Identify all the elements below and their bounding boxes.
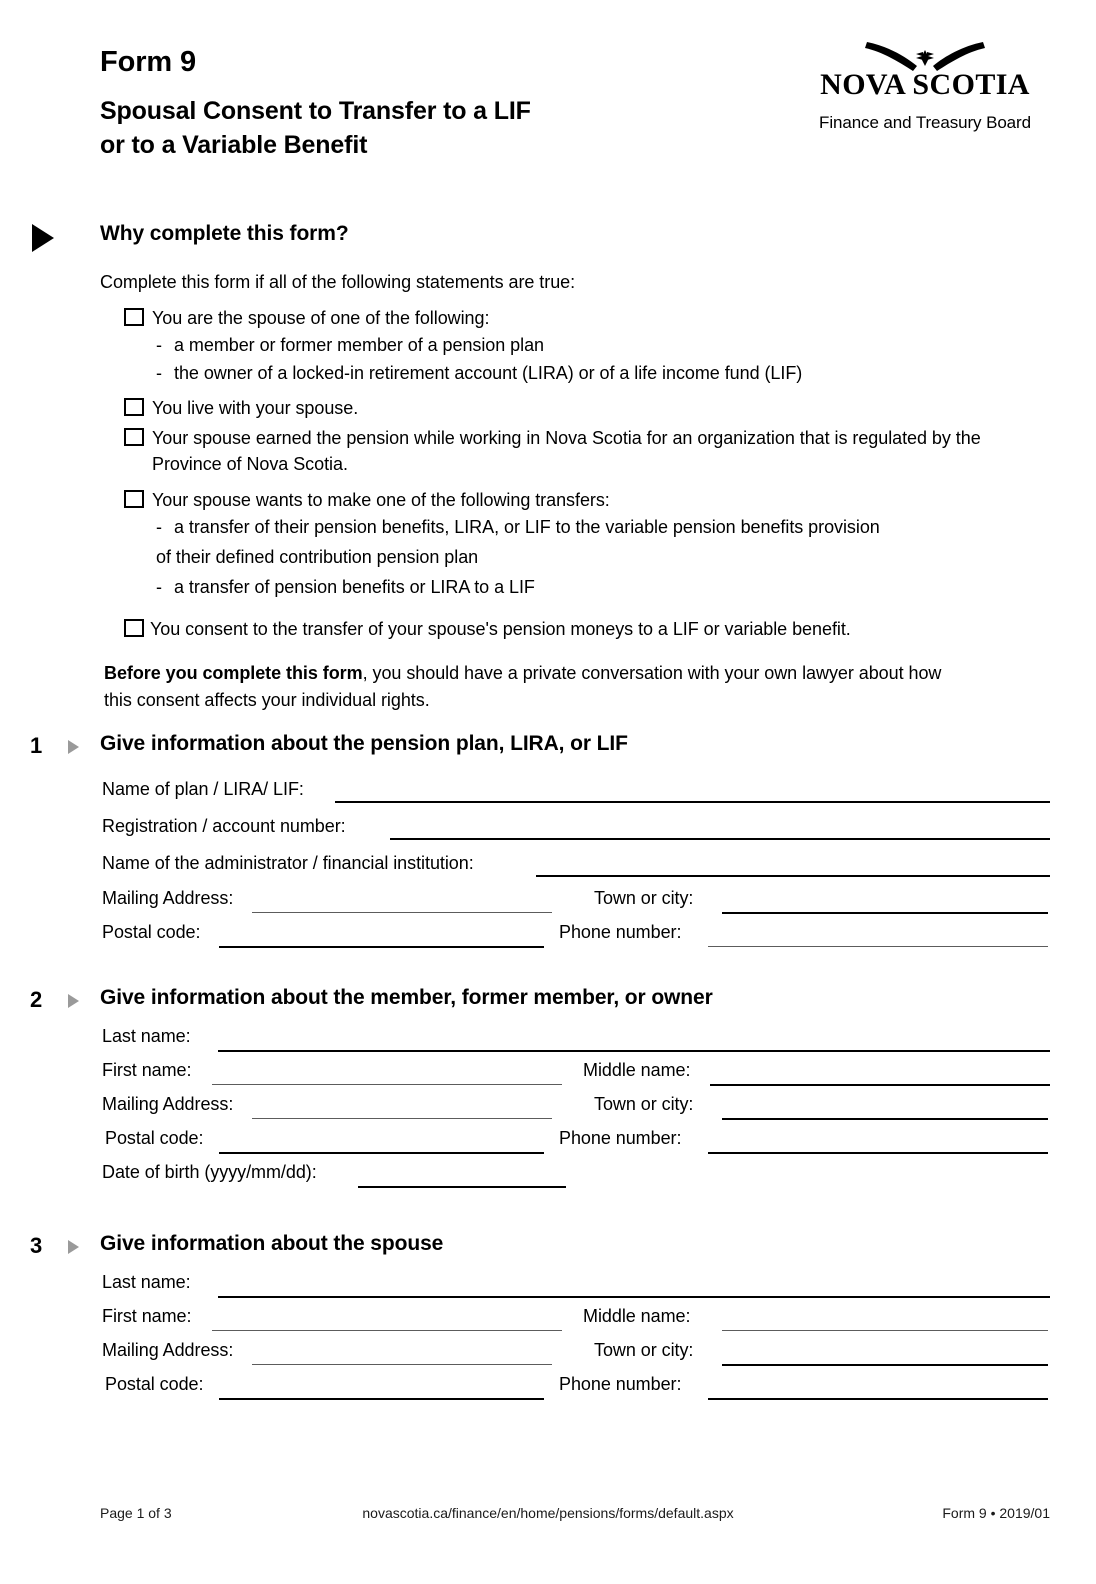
field-row-member-postal-phone[interactable]	[0, 1128, 1096, 1158]
sub-item-lira-owner: - the owner of a locked-in retirement account (LIRA) or of a life income fund (LIF)	[156, 363, 803, 383]
footer-page-number: Page 1 of 3	[100, 1505, 172, 1521]
dash-bullet-icon: -	[156, 577, 162, 597]
label-spouse-first-name: First name:	[102, 1306, 192, 1326]
label-plan-town: Town or city:	[594, 888, 694, 908]
dash-bullet-icon: -	[156, 517, 162, 537]
checkbox-row-earned-pension[interactable]	[124, 426, 1054, 477]
label-spouse-postal-code: Postal code:	[105, 1374, 204, 1394]
input-member-first-name[interactable]	[212, 1084, 562, 1085]
input-plan-town[interactable]	[722, 912, 1048, 914]
checkbox-label-earned-pension: Your spouse earned the pension while working in Nova Scotia for an organization that is regulated by the Province of Nova Scotia.	[152, 428, 981, 474]
input-member-mailing-address[interactable]	[252, 1118, 552, 1119]
section-3-heading: Give information about the spouse	[100, 1232, 444, 1255]
section-3-arrow-icon	[68, 1240, 79, 1254]
field-row-spouse-postal-phone[interactable]	[0, 1374, 1096, 1404]
label-spouse-mailing-address: Mailing Address:	[102, 1340, 234, 1360]
field-row-member-last-name[interactable]	[0, 1026, 1096, 1056]
input-member-middle-name[interactable]	[710, 1084, 1050, 1086]
form-title-line-1: Spousal Consent to Transfer to a LIF	[100, 97, 531, 126]
input-spouse-last-name[interactable]	[218, 1296, 1050, 1298]
dash-bullet-icon: -	[156, 335, 162, 355]
field-row-spouse-first-middle[interactable]	[0, 1306, 1096, 1336]
input-spouse-first-name[interactable]	[212, 1330, 562, 1331]
osprey-icon	[800, 40, 1050, 74]
label-member-mailing-address: Mailing Address:	[102, 1094, 234, 1114]
form-title	[100, 95, 740, 163]
checkbox-earned-pension[interactable]	[124, 428, 144, 446]
input-spouse-postal-code[interactable]	[219, 1398, 544, 1400]
input-member-date-of-birth[interactable]	[358, 1186, 566, 1188]
form-title-line-2: or to a Variable Benefit	[100, 131, 368, 160]
input-plan-mailing-address[interactable]	[252, 912, 552, 913]
dash-bullet-icon: -	[156, 363, 162, 383]
label-member-middle-name: Middle name:	[583, 1060, 691, 1080]
field-row-spouse-address[interactable]	[0, 1340, 1096, 1370]
checkbox-row-spouse-of[interactable]	[124, 306, 1024, 332]
page-header	[0, 0, 1096, 195]
label-spouse-town: Town or city:	[594, 1340, 694, 1360]
sub-item-transfer-continuation: of their defined contribution pension plan	[156, 547, 479, 567]
section-2-number: 2	[30, 987, 43, 1012]
field-row-member-first-middle[interactable]	[0, 1060, 1096, 1090]
section-2-arrow-icon	[68, 994, 79, 1008]
label-plan-mailing-address: Mailing Address:	[102, 888, 234, 908]
label-plan-phone: Phone number:	[559, 922, 682, 942]
checkbox-spouse-of[interactable]	[124, 308, 144, 326]
checkbox-consent[interactable]	[124, 619, 144, 637]
checkbox-wants-transfer[interactable]	[124, 490, 144, 508]
field-row-plan-address[interactable]	[0, 888, 1096, 918]
input-member-last-name[interactable]	[218, 1050, 1050, 1052]
checkbox-label-consent: You consent to the transfer of your spouse's pension moneys to a LIF or variable benefit.	[150, 619, 851, 639]
field-row-member-address[interactable]	[0, 1094, 1096, 1124]
label-plan-name: Name of plan / LIRA/ LIF:	[102, 779, 304, 799]
input-spouse-middle-name[interactable]	[722, 1330, 1048, 1331]
logo-department: Finance and Treasury Board	[819, 113, 1031, 132]
input-member-postal-code[interactable]	[219, 1152, 544, 1154]
label-member-phone: Phone number:	[559, 1128, 682, 1148]
advice-paragraph	[104, 661, 1034, 687]
why-section-heading: Why complete this form?	[100, 222, 349, 245]
field-row-plan-name[interactable]	[0, 779, 1096, 809]
field-row-registration-number[interactable]	[0, 816, 1096, 846]
checkbox-row-wants-transfer[interactable]	[124, 488, 1024, 514]
input-member-town[interactable]	[722, 1118, 1048, 1120]
label-member-town: Town or city:	[594, 1094, 694, 1114]
sub-item-member: - a member or former member of a pension plan	[156, 335, 545, 355]
section-1-arrow-icon	[68, 740, 79, 754]
checkbox-label-live-with-spouse: You live with your spouse.	[152, 398, 359, 418]
input-administrator[interactable]	[536, 875, 1050, 877]
checkbox-label-spouse-of: You are the spouse of one of the following:	[152, 308, 490, 328]
why-intro-text: Complete this form if all of the following statements are true:	[100, 272, 576, 292]
logo-wordmark: NOVA SCOTIA	[820, 68, 1030, 101]
checkbox-row-live-with-spouse[interactable]	[124, 396, 1024, 422]
sub-item-transfer-lif: - a transfer of pension benefits or LIRA to a LIF	[156, 577, 535, 597]
checkbox-label-wants-transfer: Your spouse wants to make one of the following transfers:	[152, 490, 610, 510]
label-registration-number: Registration / account number:	[102, 816, 346, 836]
advice-rest-text: , you should have a private conversation with your own lawyer about how	[362, 663, 942, 683]
label-spouse-middle-name: Middle name:	[583, 1306, 691, 1326]
input-registration-number[interactable]	[390, 838, 1050, 840]
section-3-number: 3	[30, 1233, 43, 1258]
field-row-administrator[interactable]	[0, 853, 1096, 883]
advice-bold-text: Before you complete this form	[104, 663, 363, 683]
section-1-number: 1	[30, 733, 43, 758]
page-footer	[0, 1505, 1096, 1535]
section-2-heading: Give information about the member, former member, or owner	[100, 986, 713, 1009]
label-member-first-name: First name:	[102, 1060, 192, 1080]
nova-scotia-logo	[800, 40, 1050, 133]
input-member-phone[interactable]	[708, 1152, 1048, 1154]
label-administrator: Name of the administrator / financial institution:	[102, 853, 474, 873]
label-plan-postal-code: Postal code:	[102, 922, 201, 942]
label-spouse-last-name: Last name:	[102, 1272, 191, 1292]
label-member-last-name: Last name:	[102, 1026, 191, 1046]
section-arrow-icon	[32, 224, 54, 252]
field-row-plan-postal-phone[interactable]	[0, 922, 1096, 952]
footer-form-version: Form 9 • 2019/01	[942, 1505, 1050, 1521]
sub-item-transfer-variable: - a transfer of their pension benefits, LIRA, or LIF to the variable pension benefits provision	[156, 517, 880, 537]
field-row-spouse-last-name[interactable]	[0, 1272, 1096, 1302]
field-row-member-dob[interactable]	[0, 1162, 1096, 1192]
input-spouse-mailing-address[interactable]	[252, 1364, 552, 1365]
checkbox-live-with-spouse[interactable]	[124, 398, 144, 416]
input-plan-postal-code[interactable]	[219, 946, 544, 948]
section-1-heading: Give information about the pension plan, LIRA, or LIF	[100, 732, 628, 755]
input-spouse-town[interactable]	[722, 1364, 1048, 1366]
footer-url: novascotia.ca/finance/en/home/pensions/forms/default.aspx	[362, 1505, 734, 1521]
advice-paragraph-line-2: this consent affects your individual rights.	[104, 690, 430, 710]
title-block	[100, 46, 740, 163]
label-member-date-of-birth: Date of birth (yyyy/mm/dd):	[102, 1162, 317, 1182]
label-member-postal-code: Postal code:	[105, 1128, 204, 1148]
input-spouse-phone[interactable]	[708, 1398, 1048, 1400]
input-plan-phone[interactable]	[708, 946, 1048, 947]
form-number: Form 9	[100, 46, 197, 78]
checkbox-row-consent[interactable]	[124, 617, 1064, 643]
label-spouse-phone: Phone number:	[559, 1374, 682, 1394]
input-plan-name[interactable]	[335, 801, 1050, 803]
